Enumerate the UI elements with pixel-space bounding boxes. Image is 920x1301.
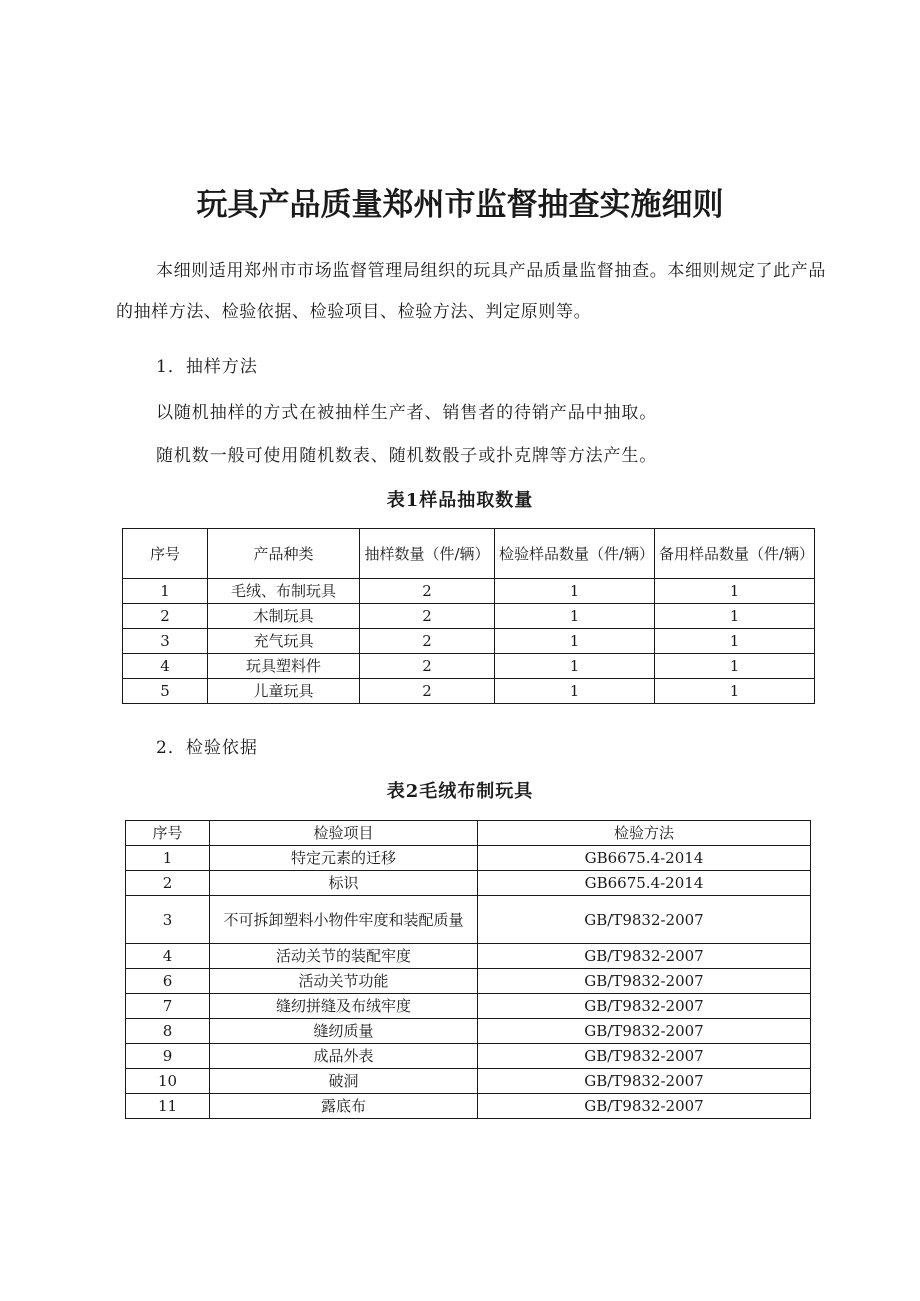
- table-cell: 1: [655, 629, 815, 654]
- table-row: [126, 969, 811, 994]
- table-cell: 8: [126, 1019, 210, 1044]
- header-cell: 序号: [126, 821, 210, 846]
- table-cell: GB6675.4-2014: [478, 846, 811, 871]
- header-cell: 备用样品数量（件/辆）: [655, 529, 815, 579]
- table-row: [123, 654, 815, 679]
- section-2-heading: 2．检验依据: [156, 738, 258, 758]
- table-cell: 1: [655, 679, 815, 704]
- table-cell: GB/T9832-2007: [478, 1069, 811, 1094]
- table-cell: 破洞: [210, 1069, 478, 1094]
- table-cell: 活动关节功能: [210, 969, 478, 994]
- table-cell: 特定元素的迁移: [210, 846, 478, 871]
- table-cell: 1: [123, 579, 208, 604]
- header-cell: 检验样品数量（件/辆）: [495, 529, 655, 579]
- header-cell: 检验方法: [478, 821, 811, 846]
- table-cell: 2: [360, 679, 495, 704]
- table-row: [126, 944, 811, 969]
- table-cell: 活动关节的装配牢度: [210, 944, 478, 969]
- table-row: [123, 629, 815, 654]
- table-cell: 玩具塑料件: [208, 654, 360, 679]
- table-cell: 毛绒、布制玩具: [208, 579, 360, 604]
- table-cell: 不可拆卸塑料小物件牢度和装配质量: [210, 896, 478, 944]
- section-1-heading: 1．抽样方法: [156, 357, 258, 377]
- table-row: [126, 1019, 811, 1044]
- table-cell: 11: [126, 1094, 210, 1119]
- table-cell: GB/T9832-2007: [478, 1044, 811, 1069]
- header-cell: 产品种类: [208, 529, 360, 579]
- table-cell: 1: [495, 604, 655, 629]
- table-cell: 标识: [210, 871, 478, 896]
- table-row: [126, 1044, 811, 1069]
- table-cell: 4: [123, 654, 208, 679]
- table-cell: 2: [360, 604, 495, 629]
- table-cell: 1: [495, 629, 655, 654]
- table-cell: 1: [655, 579, 815, 604]
- table-row: [126, 994, 811, 1019]
- table-cell: 木制玩具: [208, 604, 360, 629]
- table-cell: 2: [126, 871, 210, 896]
- table-cell: 1: [655, 654, 815, 679]
- table-cell: GB/T9832-2007: [478, 944, 811, 969]
- table-cell: GB/T9832-2007: [478, 994, 811, 1019]
- table-row: [123, 604, 815, 629]
- table-cell: 缝纫拼缝及布绒牢度: [210, 994, 478, 1019]
- sample-quantity-table: [122, 528, 815, 704]
- table-cell: 3: [126, 896, 210, 944]
- table-cell: 2: [360, 579, 495, 604]
- table-cell: 缝纫质量: [210, 1019, 478, 1044]
- table-row: [126, 846, 811, 871]
- table-2-caption: 表2毛绒布制玩具: [386, 781, 534, 802]
- table-cell: GB/T9832-2007: [478, 1019, 811, 1044]
- table-cell: 9: [126, 1044, 210, 1069]
- table-cell: 充气玩具: [208, 629, 360, 654]
- intro-paragraph: 本细则适用郑州市市场监督管理局组织的玩具产品质量监督抽查。本细则规定了此产品的抽样方法、检验依据、检验项目、检验方法、判定原则等。: [116, 261, 826, 322]
- table-cell: 露底布: [210, 1094, 478, 1119]
- header-cell: 抽样数量（件/辆）: [360, 529, 495, 579]
- table-cell: 6: [126, 969, 210, 994]
- table-cell: 4: [126, 944, 210, 969]
- sampling-method-paragraph: 以随机抽样的方式在被抽样生产者、销售者的待销产品中抽取。: [156, 403, 658, 423]
- table-cell: GB/T9832-2007: [478, 969, 811, 994]
- table-row: [123, 679, 815, 704]
- table-header-row: [123, 529, 815, 579]
- table-cell: GB6675.4-2014: [478, 871, 811, 896]
- header-cell: 序号: [123, 529, 208, 579]
- table-cell: 7: [126, 994, 210, 1019]
- inspection-items-table: [125, 820, 811, 1119]
- random-number-paragraph: 随机数一般可使用随机数表、随机数骰子或扑克牌等方法产生。: [156, 446, 658, 466]
- table-1-caption: 表1样品抽取数量: [386, 490, 534, 511]
- table-cell: 1: [495, 579, 655, 604]
- document-title: 玩具产品质量郑州市监督抽查实施细则: [196, 186, 724, 223]
- table-row: [126, 871, 811, 896]
- table-cell: GB/T9832-2007: [478, 896, 811, 944]
- table-cell: 5: [123, 679, 208, 704]
- table-cell: 2: [123, 604, 208, 629]
- table-cell: 成品外表: [210, 1044, 478, 1069]
- table-cell: 1: [495, 654, 655, 679]
- table-row: [126, 896, 811, 944]
- header-cell: 检验项目: [210, 821, 478, 846]
- table-header-row: [126, 821, 811, 846]
- table-cell: 儿童玩具: [208, 679, 360, 704]
- table-cell: 1: [126, 846, 210, 871]
- table-row: [126, 1094, 811, 1119]
- table-cell: 3: [123, 629, 208, 654]
- table-cell: GB/T9832-2007: [478, 1094, 811, 1119]
- table-cell: 10: [126, 1069, 210, 1094]
- table-cell: 1: [655, 604, 815, 629]
- table-cell: 2: [360, 654, 495, 679]
- table-cell: 1: [495, 679, 655, 704]
- table-row: [126, 1069, 811, 1094]
- table-row: [123, 579, 815, 604]
- table-cell: 2: [360, 629, 495, 654]
